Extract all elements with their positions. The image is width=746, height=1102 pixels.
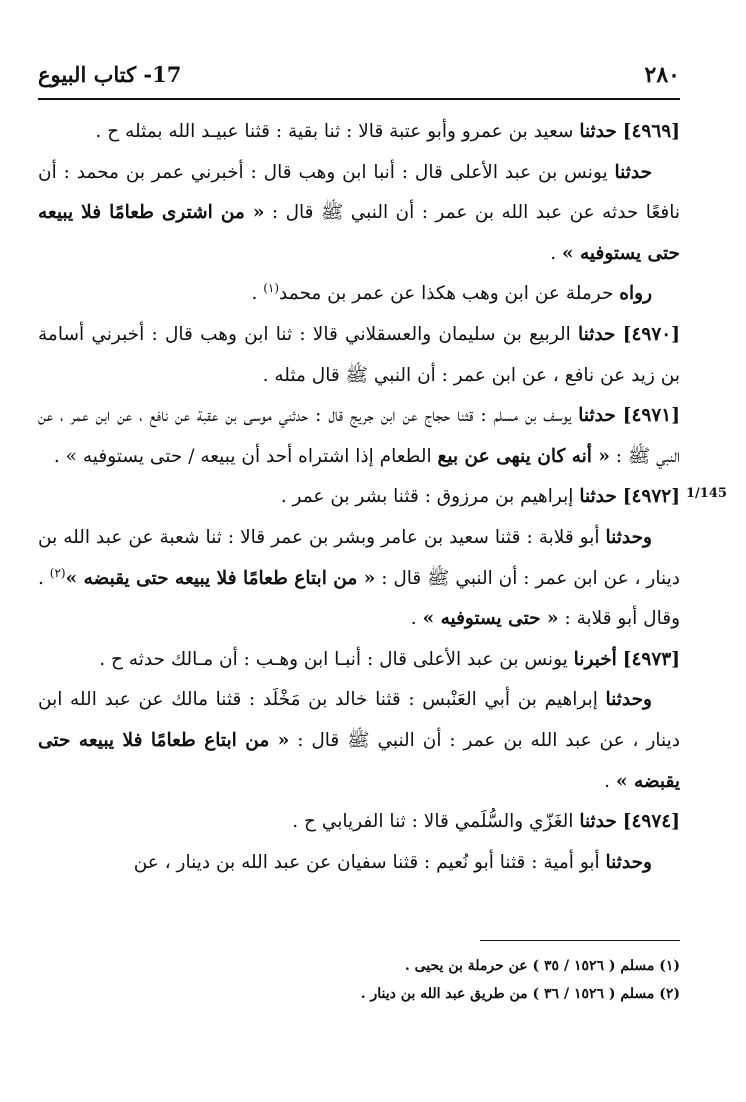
hadith-paragraph [38, 153, 680, 275]
hadith-paragraph [38, 518, 680, 640]
chapter-title: 17- كتاب البيوع [38, 62, 182, 87]
footnote-marker[interactable]: (٢) [49, 565, 66, 580]
paragraph-text: يونس بن عبد الأعلى قال : أنبـا ابن وهـب : أن مـالك حدثه ح . [99, 648, 574, 670]
hadith-matn: « أنه كان ينهى عن بيع [437, 445, 610, 467]
paragraph-text-continued: . وقال أبو قلابة : [38, 567, 680, 630]
hadith-number: [٤٩٦٩] [622, 121, 680, 142]
hadith-matn-variant: « حتى يستوفيه » [422, 608, 559, 630]
page-header [38, 58, 680, 92]
paragraph-tail: . [410, 608, 423, 630]
narration-keyword: وحدثنا [605, 689, 652, 711]
paragraph-text: إبراهيم بن أبي العَنْبس : قثنا خالد بن مَخْلَد : قثنا مالك عن عبد الله ابن دينار ، عن عبد الله بن عمر : أن النبي ﷺ قال : [38, 689, 680, 751]
narration-keyword: حدثنا [578, 405, 616, 427]
hadith-paragraph [38, 112, 680, 153]
footnotes [38, 952, 680, 1008]
hadith-paragraph [38, 843, 680, 884]
paragraph-text: الغَزّي والسُّلَمي قالا : ثنا الفريابي ح . [292, 811, 580, 833]
paragraph-text: حرملة عن ابن وهب هكذا عن عمر بن محمد [279, 283, 620, 305]
paragraph-tail: . [251, 283, 264, 305]
hadith-paragraph [38, 396, 680, 477]
margin-reference: 1/145 [686, 486, 727, 501]
footnote-rule [480, 940, 680, 941]
footnote: (١) مسلم ( ١٥٢٦ / ٣٥ ) عن حرملة بن يحيى . [404, 958, 680, 974]
narration-keyword: وحدثنا [605, 851, 652, 873]
hadith-paragraph [38, 477, 680, 518]
footnote-marker[interactable]: (١) [263, 281, 280, 296]
hadith-number: [٤٩٧١] [622, 405, 681, 427]
hadith-matn: « من ابتاع طعامًا فلا يبيعه حتى يقبضه » [65, 567, 376, 589]
paragraph-text: أبو أمية : قثنا أبو نُعيم : قثنا سفيان عن عبد الله بن دينار ، عن [133, 851, 606, 873]
hadith-number: [٤٩٧٣] [622, 648, 680, 670]
narration-keyword: رواه [619, 283, 652, 305]
paragraph-text: يوسف بن مسلم : قثنا حجاج عن ابن جريج قال : حدثني موسى بن عقبة عن نافع ، عن ابن عمر ، عن النبي ﷺ : [38, 405, 680, 467]
hadith-paragraph [38, 680, 680, 802]
hadith-number: [٤٩٧٢] [622, 486, 680, 508]
main-text [38, 112, 680, 883]
paragraph-text: أبو قلابة : قثنا سعيد بن عامر وبشر بن عمر قالا : ثنا شعبة عن عبد الله بن دينار ، عن ابن عمر : أن النبي ﷺ قال : [38, 526, 680, 589]
hadith-paragraph [38, 802, 680, 843]
paragraph-text: يونس بن عبد الأعلى قال : أنبا ابن وهب قال : أخبرني عمر بن محمد : أن نافعًا حدثه عن عبد الله بن عمر : أن النبي ﷺ قال : [38, 161, 681, 224]
narration-keyword: حدثنا [579, 486, 617, 508]
paragraph-text: إبراهيم بن مرزوق : قثنا بشر بن عمر . [280, 486, 580, 508]
narration-keyword: وحدثنا [605, 526, 652, 548]
narration-keyword: حدثنا [579, 121, 617, 142]
paragraph-text: الربيع بن سليمان والعسقلاني قالا : ثنا ابن وهب قال : أخبرني أسامة بن زيد عن نافع ، عن ابن عمر : أن النبي ﷺ قال مثله . [38, 323, 680, 386]
hadith-number: [٤٩٧٠] [622, 323, 680, 345]
footnote: (٢) مسلم ( ١٥٢٦ / ٣٦ ) من طريق عبد الله بن دينار . [360, 986, 680, 1002]
paragraph-tail: . [604, 770, 616, 792]
hadith-paragraph [38, 315, 680, 396]
narration-keyword: حدثنا [577, 323, 616, 345]
hadith-matn: « من ابتاع طعامًا فلا يبيعه حتى يقبضه » [38, 729, 680, 792]
hadith-paragraph [38, 274, 680, 315]
narration-keyword: حدثنا [614, 161, 652, 183]
hadith-matn: « من اشترى طعامًا فلا يبيعه حتى يستوفيه » [38, 202, 680, 264]
header-rule [38, 98, 680, 100]
hadith-number: [٤٩٧٤] [622, 811, 680, 833]
paragraph-tail: الطعام إذا اشتراه أحد أن يبيعه / حتى يستوفيه » . [53, 445, 438, 467]
hadith-paragraph [38, 640, 680, 681]
paragraph-tail: . [550, 242, 562, 264]
narration-keyword: أخبرنا [573, 648, 617, 670]
narration-keyword: حدثنا [579, 811, 617, 833]
page-number: ٢٨٠ [644, 62, 680, 88]
paragraph-text: سعيد بن عمرو وأبو عتبة قالا : ثنا بقية : قثنا عبيـد الله بمثله ح . [95, 121, 580, 142]
